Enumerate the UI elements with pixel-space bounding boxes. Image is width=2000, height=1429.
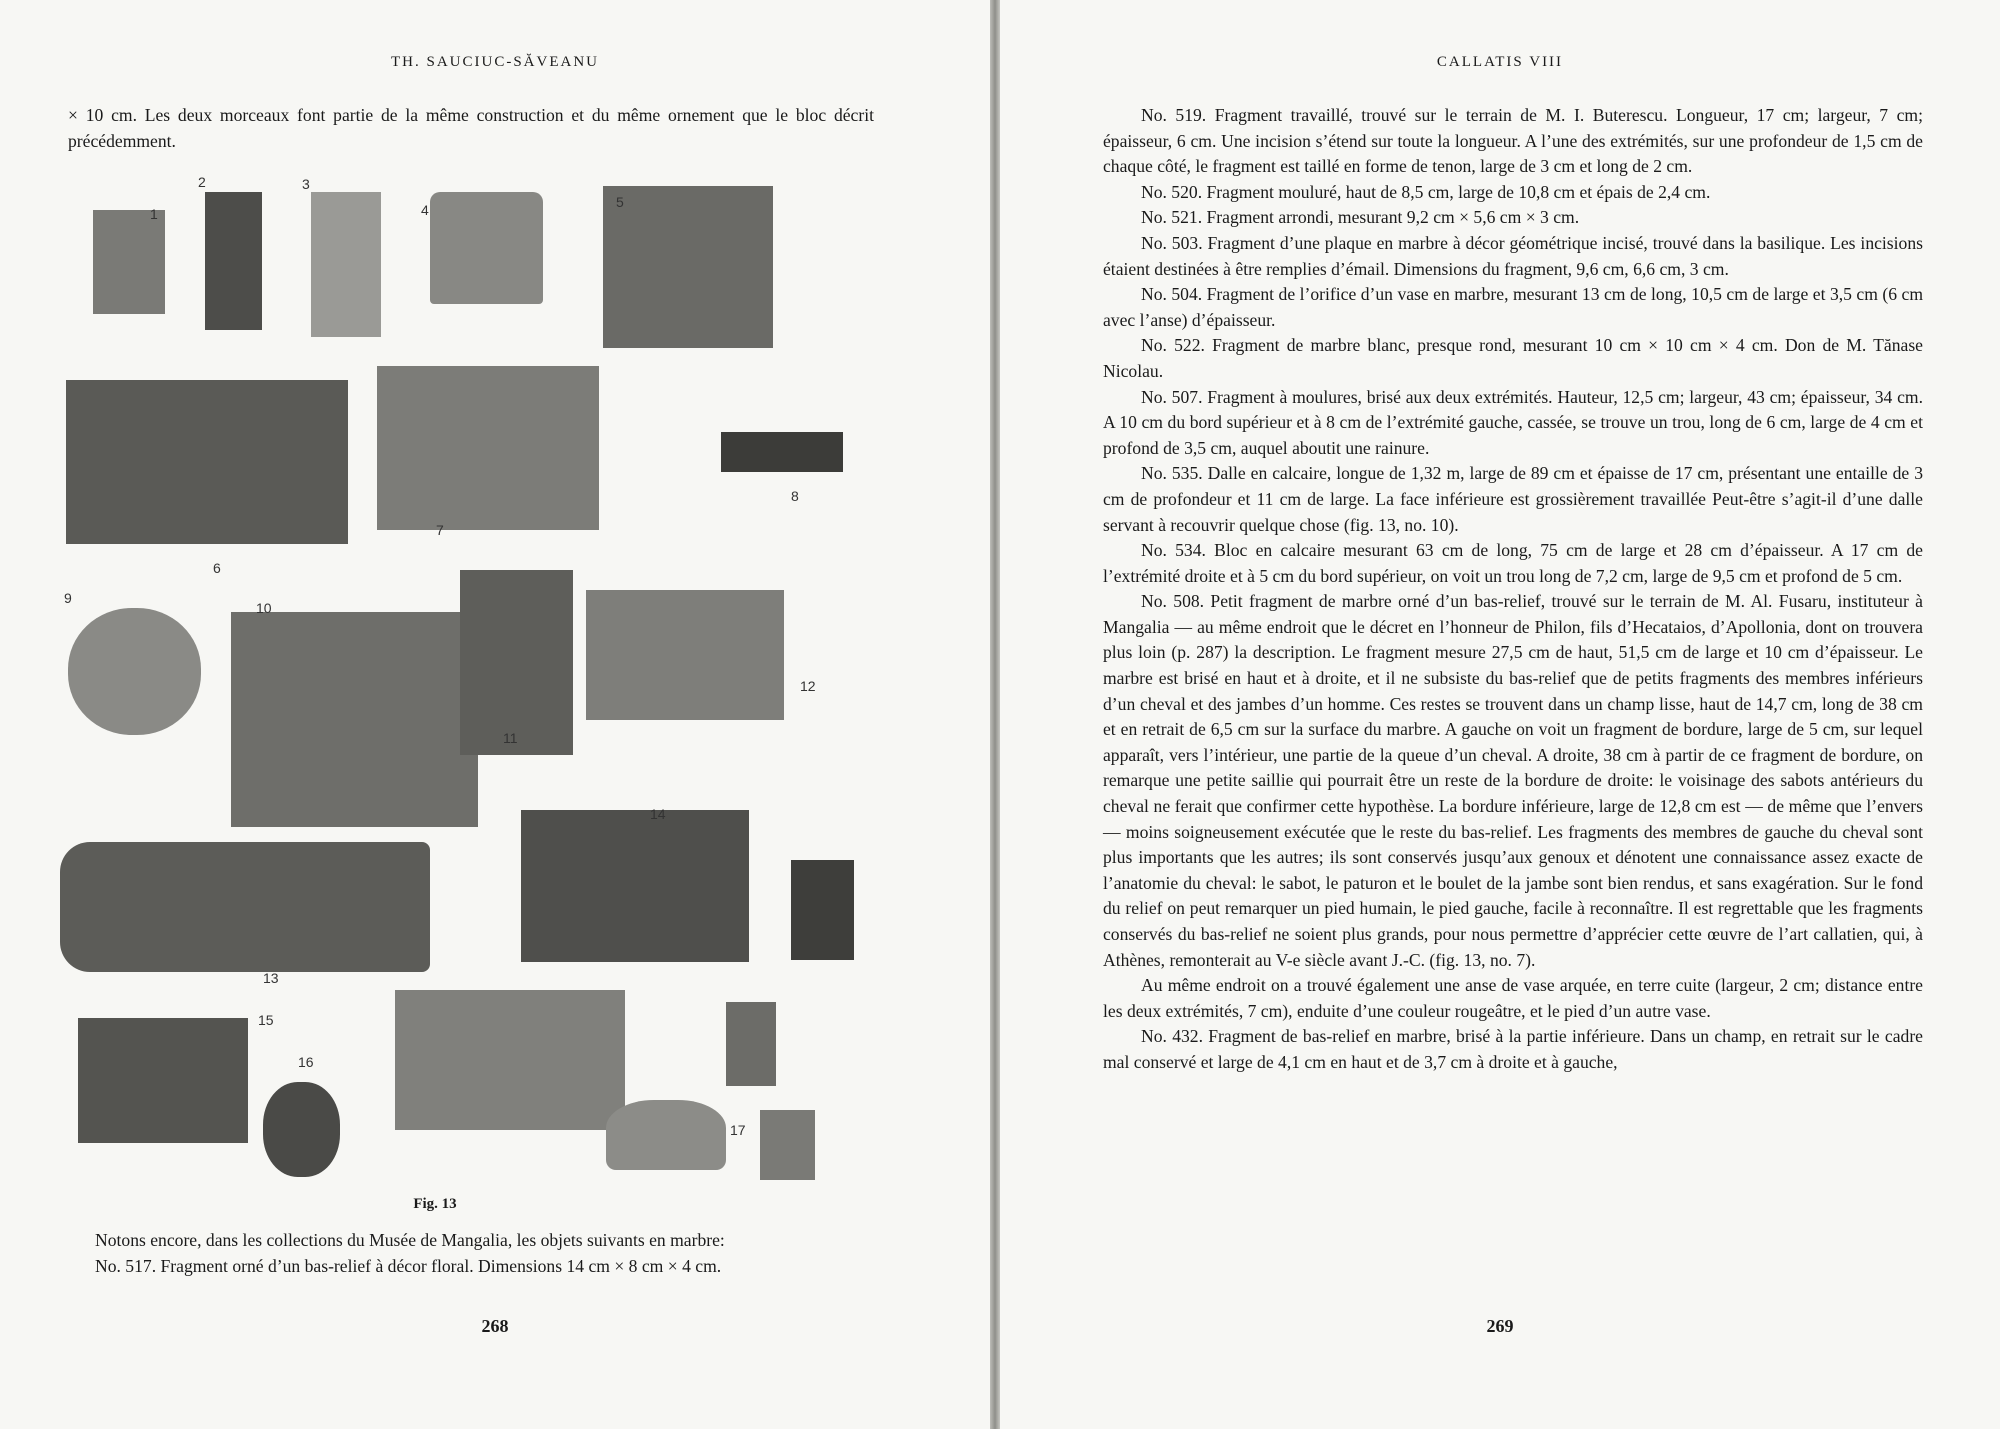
fragment-photo-17a: [395, 990, 625, 1130]
figure-number: 9: [64, 590, 72, 606]
figure-number: 17: [730, 1122, 746, 1138]
fragment-photo-3: [311, 192, 381, 337]
book-gutter: [990, 0, 1000, 1429]
figure-number: 15: [258, 1012, 274, 1028]
fragment-photo-13: [60, 842, 430, 972]
fragment-photo-14b: [791, 860, 854, 960]
right-paragraph: No. 432. Fragment de bas-relief en marbre, brisé à la partie inférieure. Dans un champ, en retrait sur le cadre mal conservé et large de 4,1 cm en haut et de 3,7 cm à droite et à gauche,: [1103, 1026, 1923, 1072]
fragment-photo-15: [78, 1018, 248, 1143]
right-paragraph: No. 521. Fragment arrondi, mesurant 9,2 cm × 5,6 cm × 3 cm.: [1141, 207, 1580, 228]
figure-number: 3: [302, 176, 310, 192]
left-page-number: 268: [481, 1316, 509, 1336]
fragment-photo-7: [377, 366, 599, 530]
right-page-number: 269: [1486, 1316, 1514, 1336]
fragment-photo-12: [586, 590, 784, 720]
right-paragraph: No. 535. Dalle en calcaire, longue de 1,32 m, large de 89 cm et épaisse de 17 cm, présentant une entaille de 3 cm de profondeur et 11 cm de large. La face inférieure est grossièrement travaillée Peut-être s’agit-il d’une dalle servant à recouvrir quelque chose (fig. 13, no. 10).: [1103, 463, 1923, 535]
figure-number: 11: [503, 730, 518, 746]
fragment-photo-10: [231, 612, 478, 827]
right-paragraph: No. 522. Fragment de marbre blanc, presque rond, mesurant 10 cm × 10 cm × 4 cm. Don de M. Tănase Nicolau.: [1103, 335, 1923, 381]
fragment-photo-14: [521, 810, 749, 962]
left-bottom-text: [95, 1228, 875, 1279]
figure-caption: Fig. 13: [413, 1196, 457, 1212]
fragment-photo-17b: [606, 1100, 726, 1170]
fragment-photo-17d: [760, 1110, 815, 1180]
left-running-head: TH. SAUCIUC-SĂVEANU: [390, 54, 599, 70]
fragment-photo-2: [205, 192, 262, 330]
right-paragraph: No. 508. Petit fragment de marbre orné d’un bas-relief, trouvé sur le terrain de M. Al. Fusaru, instituteur à Mangalia — au même endroit que le décret en l’honneur de Philon, fils d’Hecataios, d’Apollonia, dont on trouvera plus loin (p. 287) la description. Le fragment mesure 27,5 cm de haut, 51,5 cm de large et 10 cm d’épaisseur. Le marbre est brisé en haut et à droite, et il ne subsiste du bas-relief que de petits fragments des membres inférieurs d’un cheval et des jambes d’un homme. Ces restes se trouvent dans un champ lisse, haut de 14,7 cm, long de 38 cm et en retrait de 6,5 cm sur la surface du marbre. A gauche on voit un fragment de bordure, large de 5 cm, sur lequel apparaît, vers l’intérieur, une partie de la queue d’un cheval. A droite, 38 cm à partir de ce fragment de bordure, on remarque une petite saillie qui pourrait être un reste de la bordure de droite: le voisinage des sabots antérieurs du cheval ne ferait que confirmer cette hypothèse. La bordure inférieure, large de 12,8 cm est — de même que l’envers — moins soigneusement exécutée que le reste du bas-relief. Les fragments des membres de gauche du cheval sont plus importants que les autres; ils sont conservés jusqu’aux genoux et dénotent une connaissance assez exacte de l’anatomie du cheval: le sabot, le paturon et le boulet de la jambe sont bien rendus, et sans exagération. Sur le fond du relief on peut remarquer un pied humain, le pied gauche, facile à reconnaître. Il est regrettable que les fragments conservés du bas-relief ne soient plus grands, pour nous permettre d’apprécier cette œuvre de l’art callatien, qui, à Athènes, remonterait au V-e siècle avant J.-C. (fig. 13, no. 7).: [1103, 591, 1923, 970]
left-top-paragraph: × 10 cm. Les deux morceaux font partie de la même construction et du même ornement que le bloc décrit précédemment.: [68, 105, 874, 151]
fragment-photo-6: [66, 380, 348, 544]
right-paragraph: No. 534. Bloc en calcaire mesurant 63 cm de long, 75 cm de large et 28 cm d’épaisseur. A 17 cm de l’extrémité droite et à 5 cm du bord supérieur, on voit un trou long de 7,2 cm, large de 9,5 cm et profond de 5 cm.: [1103, 540, 1923, 586]
figure-number: 7: [436, 522, 444, 538]
right-paragraph: No. 519. Fragment travaillé, trouvé sur le terrain de M. I. Buterescu. Longueur, 17 cm; largeur, 7 cm; épaisseur, 6 cm. Une incision s’étend sur toute la longueur. A l’une des extrémités, sur une profondeur de 1,5 cm de chaque côté, le fragment est taillé en forme de tenon, large de 3 cm et long de 2 cm.: [1103, 105, 1923, 177]
figure-number: 4: [421, 202, 429, 218]
left-paragraph: Notons encore, dans les collections du Musée de Mangalia, les objets suivants en marbre:: [95, 1230, 725, 1250]
figure-number: 6: [213, 560, 221, 576]
right-paragraph: No. 520. Fragment mouluré, haut de 8,5 cm, large de 10,8 cm et épais de 2,4 cm.: [1141, 181, 1711, 202]
fragment-photo-11: [460, 570, 573, 755]
figure-number: 14: [650, 806, 666, 822]
figure-number: 16: [298, 1054, 314, 1070]
right-running-head: CALLATIS VIII: [1436, 54, 1564, 70]
right-paragraph: No. 504. Fragment de l’orifice d’un vase en marbre, mesurant 13 cm de long, 10,5 cm de large et 3,5 cm (6 cm avec l’anse) d’épaisseur.: [1103, 284, 1923, 330]
fragment-photo-8: [721, 432, 843, 472]
figure-plate: [58, 170, 878, 1188]
fragment-photo-1: [93, 210, 165, 314]
figure-number: 2: [198, 174, 206, 190]
right-page: [1000, 0, 2000, 1429]
fragment-photo-4: [430, 192, 543, 304]
left-top-text: [68, 103, 874, 154]
figure-number: 12: [800, 678, 816, 694]
figure-number: 8: [791, 488, 799, 504]
right-paragraph: Au même endroit on a trouvé également une anse de vase arquée, en terre cuite (largeur, 2 cm; distance entre les deux extrémités, 7 cm), enduite d’une couleur rougeâtre, et le pied d’un autre vase.: [1103, 975, 1923, 1021]
fragment-photo-5: [603, 186, 773, 348]
right-paragraph: No. 507. Fragment à moulures, brisé aux deux extrémités. Hauteur, 12,5 cm; largeur, 43 cm; épaisseur, 34 cm. A 10 cm du bord supérieur et à 8 cm de l’extrémité gauche, cassée, se trouve un trou, long de 6 cm, large de 4 cm et profond de 3,5 cm, auquel aboutit une rainure.: [1103, 386, 1923, 458]
left-page: [0, 0, 990, 1429]
fragment-photo-17c: [726, 1002, 776, 1086]
figure-number: 5: [616, 194, 624, 210]
fragment-photo-9: [68, 608, 201, 735]
right-body-text: [1103, 103, 1923, 1076]
left-paragraph: No. 517. Fragment orné d’un bas-relief à décor floral. Dimensions 14 cm × 8 cm × 4 cm.: [95, 1255, 722, 1276]
figure-number: 10: [256, 600, 272, 616]
fragment-photo-16: [263, 1082, 340, 1177]
figure-number: 1: [150, 206, 158, 222]
figure-number: 13: [263, 970, 279, 986]
right-paragraph: No. 503. Fragment d’une plaque en marbre à décor géométrique incisé, trouvé dans la basilique. Les incisions étaient destinées à être remplies d’émail. Dimensions du fragment, 9,6 cm, 6,6 cm, 3 cm.: [1103, 232, 1923, 279]
